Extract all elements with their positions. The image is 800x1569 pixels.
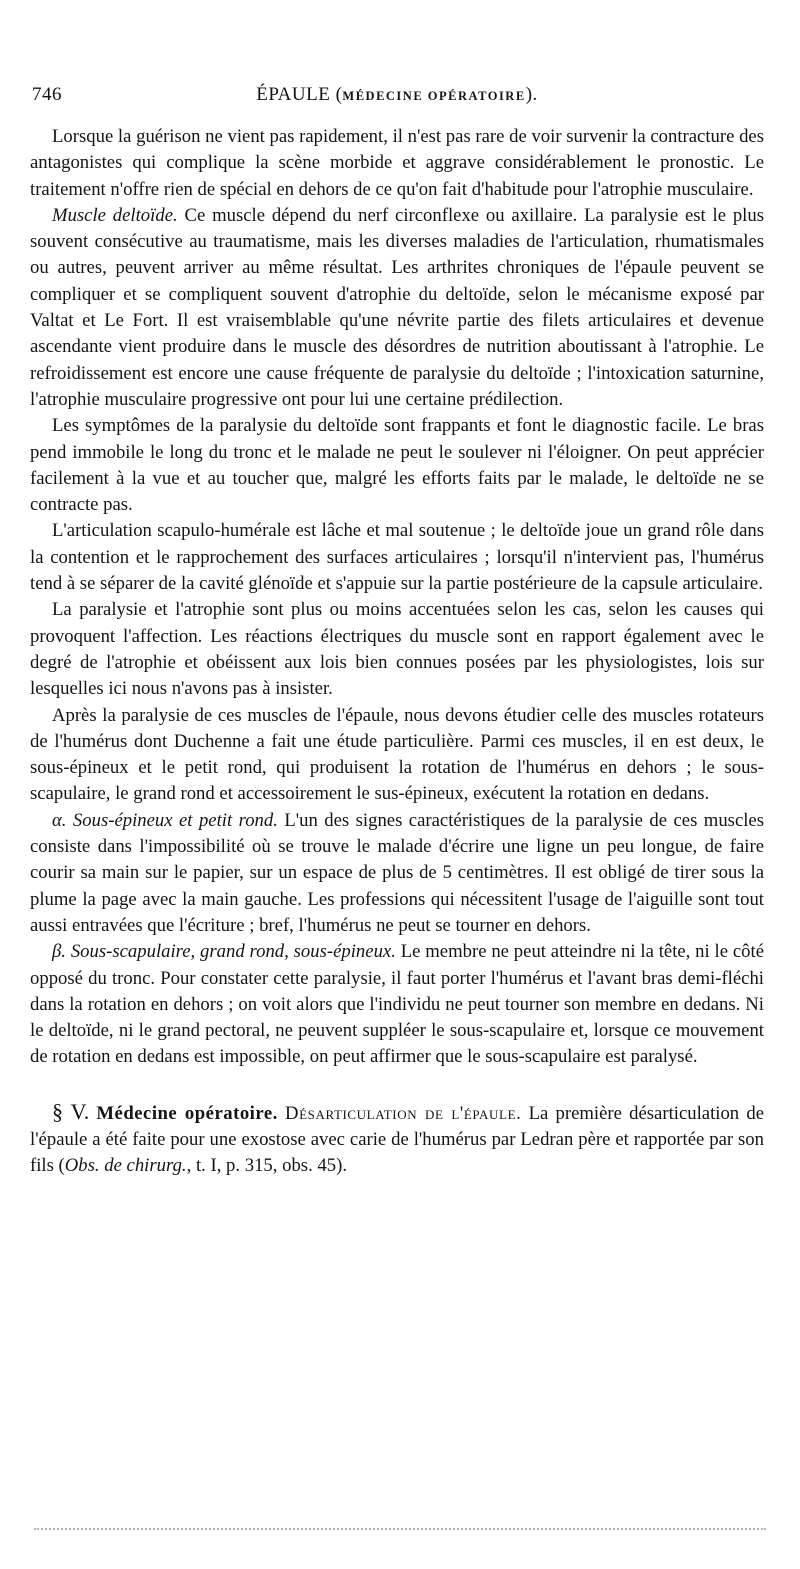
section-subheading: Désarticulation de l'épaule. — [285, 1102, 522, 1124]
paragraph-beta: β. Sous-scapulaire, grand rond, sous-épineux. Le membre ne peut atteindre ni la tête, ni le côté opposé du tronc. Pour constater cette paralysie, il faut porter l'humérus et l'avant bras demi-fléchi dans la rotation en dehors ; on voit alors que l'individu ne peut tourner son membre en dedans. Ni le deltoïde, ni le grand pectoral, ne peuvent suppléer le sous-scapulaire et, lorsque ce mouvement de rotation en dedans est impossible, on peut affirmer que le sous-scapulaire est paralysé. — [30, 941, 765, 1068]
page-number: 746 — [32, 84, 62, 105]
citation: Obs. de chirurg. — [64, 1155, 187, 1177]
subsection-heading: Muscle deltoïde. — [52, 204, 178, 226]
page — [30, 84, 764, 1180]
paragraph: L'articulation scapulo-humérale est lâche et mal soutenue ; le deltoïde joue un grand rôle dans la contention et le rapprochement des surfaces articulaires ; lorsqu'il n'intervient pas, l'humérus tend à se séparer de la cavité glénoïde et s'appuie sur la partie postérieure de la capsule articulaire. — [30, 520, 764, 595]
paragraph: Les symptômes de la paralysie du deltoïde sont frappants et font le diagnostic facile. Le bras pend immobile le long du tronc et le malade ne peut le soulever ni l'éloigner. On peut apprécier facilement à la vue et au toucher que, malgré les efforts faits par le malade, le deltoïde ne se contracte pas. — [30, 415, 764, 516]
paragraph: Après la paralysie de ces muscles de l'épaule, nous devons étudier celle des muscles rotateurs de l'humérus dont Duchenne a fait une étude particulière. Parmi ces muscles, il en est deux, le sous-épineux et le petit rond, qui produisent la rotation de l'humérus en dehors ; le sous-scapulaire, le grand rond et accessoirement le sus-épineux, exécutent la rotation en dedans. — [30, 704, 764, 805]
article-body — [30, 124, 764, 1180]
section-heading: Médecine opératoire. — [96, 1102, 278, 1124]
footer-dotted-rule — [34, 1528, 766, 1530]
paragraph: Lorsque la guérison ne vient pas rapidement, il n'est pas rare de voir survenir la contracture des antagonistes qui complique la scène morbide et aggrave considérablement le pronostic. Le traitement n'offre rien de spécial en dehors de ce qu'on fait d'habitude pour l'atrophie musculaire. — [30, 126, 764, 200]
paragraph-deltoide: Muscle deltoïde. Ce muscle dépend du nerf circonflexe ou axillaire. La paralysie est le plus souvent consécutive au traumatisme, mais les diverses maladies de l'articulation, rhumatismales ou autres, peuvent arriver au même résultat. Les arthrites chroniques de l'épaule peuvent se compliquer et se compliquent souvent d'atrophie du deltoïde, selon le mécanisme exposé par Valtat et Le Fort. Il est vraisemblable qu'une névrite partie des filets articulaires et devenue ascendante vient produire dans le muscle des désordres de nutrition aboutissant à l'atrophie. Le refroidissement est encore une cause fréquente de paralysie du deltoïde ; l'intoxication saturnine, l'atrophie musculaire progressive ont pour lui une certaine prédilection. — [30, 204, 764, 410]
subsection-heading: β. Sous-scapulaire, grand rond, sous-épineux. — [52, 941, 396, 963]
running-header — [30, 84, 764, 112]
running-title: ÉPAULE (MÉDECINE OPÉRATOIRE). — [256, 84, 538, 105]
subsection-heading: α. Sous-épineux et petit rond. — [52, 809, 278, 831]
paragraph: La paralysie et l'atrophie sont plus ou moins accentuées selon les cas, selon les causes qui provoquent l'affection. Les réactions électriques du muscle sont en rapport également avec le degré de l'atrophie et obéissent aux lois bien connues posées par les physiologistes, lois sur lesquelles ici nous n'avons pas à insister. — [30, 599, 764, 700]
paragraph-alpha: α. Sous-épineux et petit rond. L'un des signes caractéristiques de la paralysie de ces muscles consiste dans l'impossibilité où se trouve le malade d'écrire une ligne un peu longue, de faire courir sa main sur le papier, sur un espace de plus de 5 centimètres. Il est obligé de tirer sous la plume la page avec la main gauche. Les professions qui nécessitent l'usage de l'aiguille sont tout aussi entravées que l'écriture ; bref, l'humérus ne peut se tourner en dehors. — [30, 809, 764, 936]
section-v-paragraph: § V. Médecine opératoire. Désarticulation de l'épaule. La première désarticulation de l'épaule a été faite pour une exostose avec carie de l'humérus par Ledran père et rapportée par son fils (Obs. de chirurg., t. I, p. 315, obs. 45). — [30, 1098, 765, 1177]
section-marker: § V. — [52, 1098, 90, 1124]
